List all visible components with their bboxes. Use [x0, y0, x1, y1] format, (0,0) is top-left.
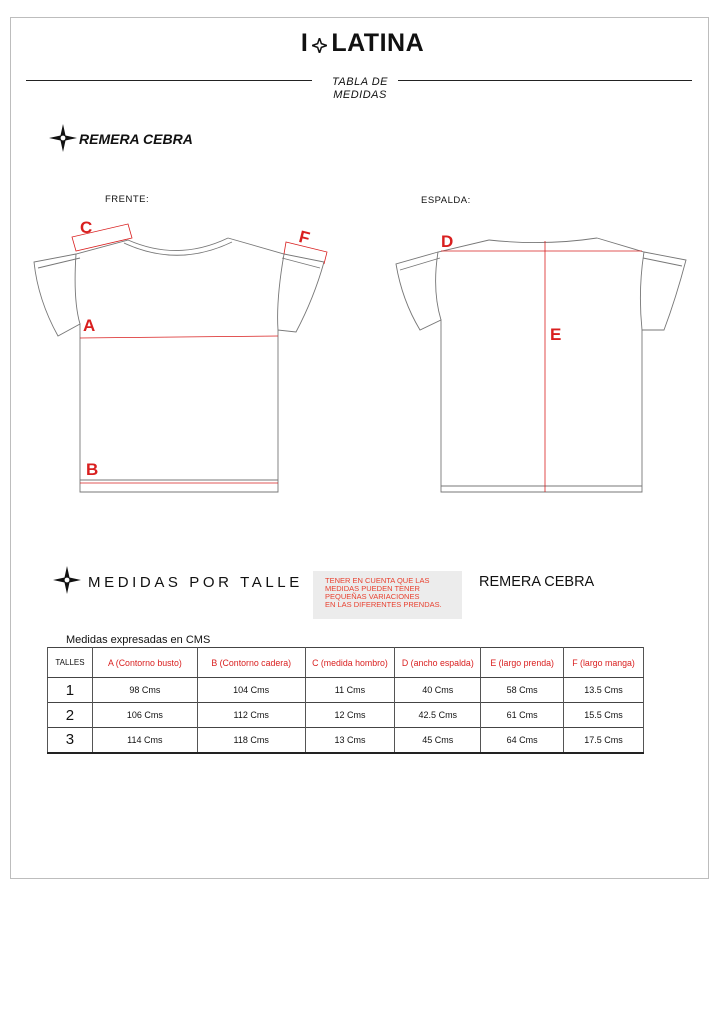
- table-cell: 12 Cms: [305, 703, 395, 728]
- table-cell: 112 Cms: [197, 703, 305, 728]
- variation-note: [313, 571, 462, 619]
- table-header: B (Contorno cadera): [197, 648, 305, 678]
- table-cell: 106 Cms: [92, 703, 197, 728]
- table-header: E (largo prenda): [481, 648, 564, 678]
- measurements-title: MEDIDAS POR TALLE: [88, 574, 303, 591]
- note-line: EN LAS DIFERENTES PRENDAS.: [325, 600, 442, 609]
- marker-b: B: [86, 460, 99, 479]
- table-cell: 45 Cms: [395, 728, 481, 753]
- table-cell: 15.5 Cms: [564, 703, 644, 728]
- front-label: FRENTE:: [105, 194, 150, 205]
- table-row: [48, 703, 644, 728]
- marker-f: F: [296, 227, 312, 248]
- table-cell: 42.5 Cms: [395, 703, 481, 728]
- table-cell: 64 Cms: [481, 728, 564, 753]
- table-cell: 114 Cms: [92, 728, 197, 753]
- table-header: A (Contorno busto): [92, 648, 197, 678]
- table-header: F (largo manga): [564, 648, 644, 678]
- subtitle-line-2: MEDIDAS: [333, 89, 387, 101]
- brand-right: LATINA: [331, 29, 425, 57]
- table-header-row: [48, 648, 644, 678]
- section-title: REMERA CEBRA: [79, 131, 193, 147]
- table-cell: 40 Cms: [395, 678, 481, 703]
- table-cell: 13.5 Cms: [564, 678, 644, 703]
- marker-d: D: [441, 232, 454, 251]
- table-cell: 1: [48, 678, 93, 703]
- table-cell: 104 Cms: [197, 678, 305, 703]
- table-header: TALLES: [48, 648, 93, 678]
- table-cell: 118 Cms: [197, 728, 305, 753]
- size-table: [47, 647, 644, 754]
- table-cell: 61 Cms: [481, 703, 564, 728]
- table-cell: 3: [48, 728, 93, 753]
- star-bullet-icon: [53, 566, 81, 594]
- table-row: [48, 728, 644, 753]
- note-line: PEQUEÑAS VARIACIONES: [325, 592, 420, 601]
- table-cell: 11 Cms: [305, 678, 395, 703]
- note-line: TENER EN CUENTA QUE LAS: [325, 576, 430, 585]
- front-measure-lines: [72, 224, 327, 483]
- table-cell: 58 Cms: [481, 678, 564, 703]
- brand-left: I: [300, 29, 309, 57]
- subtitle-line-1: TABLA DE: [332, 76, 388, 88]
- marker-c: C: [80, 218, 93, 237]
- table-cell: 13 Cms: [305, 728, 395, 753]
- table-header: D (ancho espalda): [395, 648, 481, 678]
- back-label: ESPALDA:: [421, 195, 471, 206]
- marker-a: A: [83, 316, 96, 335]
- table-header: C (medida hombro): [305, 648, 395, 678]
- table-row: [48, 678, 644, 703]
- table-cell: 17.5 Cms: [564, 728, 644, 753]
- back-measure-lines: [441, 241, 642, 492]
- table-cell: 98 Cms: [92, 678, 197, 703]
- front-shirt: [34, 238, 324, 492]
- table-cell: 2: [48, 703, 93, 728]
- marker-e: E: [550, 325, 562, 344]
- product-name: REMERA CEBRA: [479, 574, 595, 590]
- units-caption: Medidas expresadas en CMS: [66, 634, 211, 646]
- note-line: MEDIDAS PUEDEN TENER: [325, 584, 420, 593]
- back-shirt: [396, 238, 686, 492]
